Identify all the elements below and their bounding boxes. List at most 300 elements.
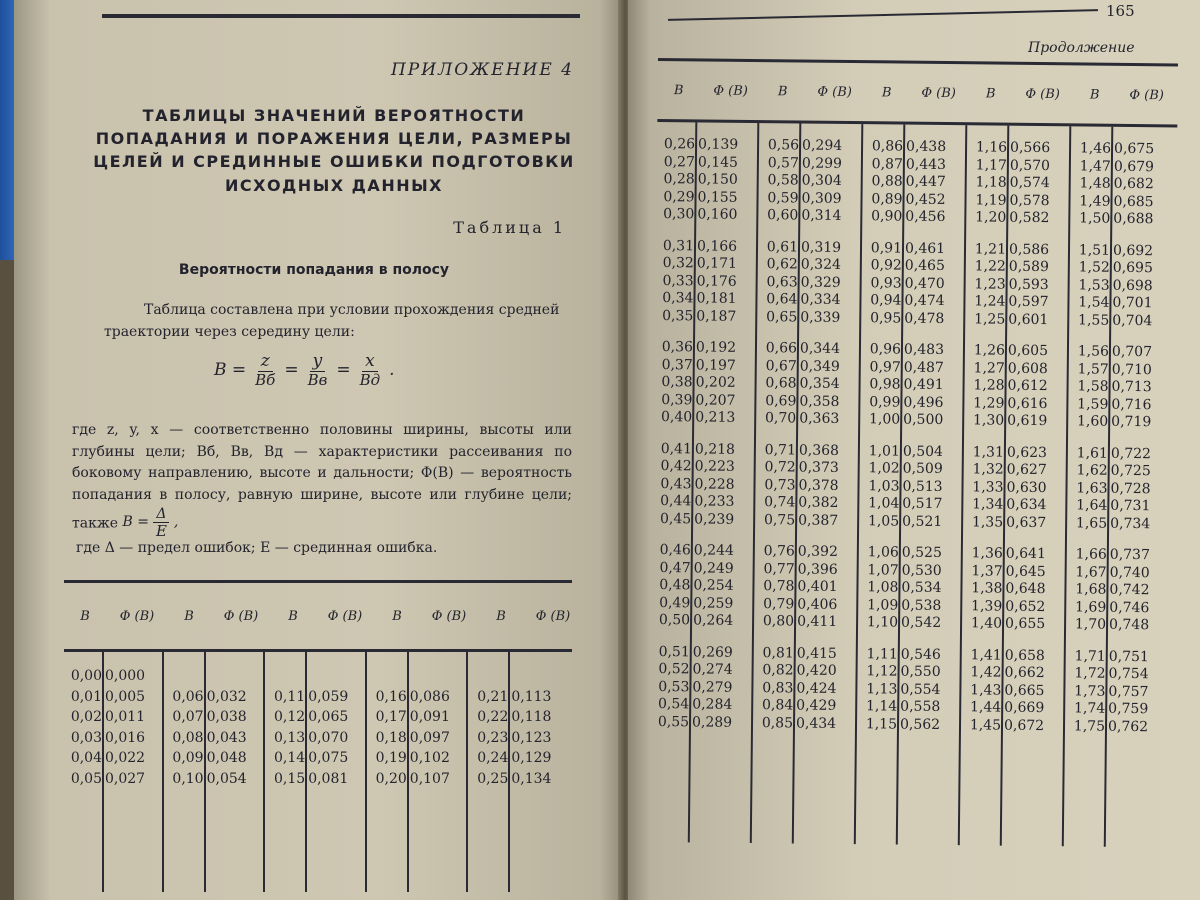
table-row — [860, 614, 964, 633]
table-row — [470, 769, 572, 790]
phi-value: 0,438 — [906, 138, 947, 156]
header-b: B — [1089, 87, 1100, 103]
b-value: 1,73 — [1074, 682, 1106, 700]
b-value: 0,62 — [766, 256, 798, 273]
phi-value: 0,748 — [1109, 616, 1150, 634]
phi-value: 0,491 — [903, 376, 944, 394]
table-row — [865, 156, 969, 175]
table-row — [166, 707, 268, 728]
row-group — [859, 646, 964, 735]
phi-value: 0,192 — [695, 339, 737, 356]
row-group — [863, 240, 968, 329]
b-value: 1,65 — [1075, 514, 1108, 532]
phi-value: 0,011 — [105, 709, 146, 725]
table-row — [64, 687, 166, 708]
phi-value: 0,605 — [1007, 342, 1049, 360]
phi-value: 0,339 — [800, 309, 841, 326]
b-value: 1,63 — [1076, 479, 1108, 497]
table-row — [651, 713, 755, 732]
phi-value: 0,354 — [799, 375, 840, 392]
row-group — [1072, 140, 1177, 229]
column-divider — [365, 652, 367, 892]
b-value: 0,05 — [70, 770, 102, 787]
row-group — [759, 239, 864, 328]
explanation-last-line: где Δ — предел ошибок; E — срединная ошибка. — [76, 540, 438, 556]
b-value: 1,25 — [974, 310, 1006, 328]
b-value: 1,58 — [1077, 378, 1109, 395]
phi-value — [204, 666, 267, 687]
b-value: 0,72 — [764, 459, 796, 476]
fraction-delta-e — [153, 507, 170, 540]
explanation-text: где z, y, x — соответственно половины ширины, высоты или глубины цели; Bб, Bв, Bд — характеристики рассеивания по боковому направлению, высоте и дальности; Φ(B) — вероятность попадания в полосу, равную ширине, высоте или глубине цели; также — [72, 422, 572, 532]
table-row — [968, 241, 1072, 260]
table-row — [652, 661, 756, 680]
table-row — [755, 697, 859, 716]
phi-value: 0,452 — [905, 191, 946, 208]
table-row — [1071, 312, 1175, 331]
table-row — [968, 258, 1072, 277]
table-row — [267, 666, 369, 687]
phi-value: 0,349 — [799, 358, 840, 375]
header-phi: Φ (B) — [921, 85, 956, 101]
phi-value: 0,517 — [902, 495, 943, 513]
fraction-numerator: Δ — [153, 507, 169, 523]
table-row — [861, 513, 965, 532]
b-value: 0,18 — [375, 729, 407, 746]
phi-value: 0,504 — [902, 443, 944, 460]
table-row — [859, 698, 963, 717]
table-row — [757, 561, 861, 580]
row-group — [755, 645, 860, 734]
phi-value: 0,113 — [511, 688, 552, 705]
column-divider — [407, 652, 409, 892]
b-value: 0,54 — [657, 696, 690, 713]
phi-value: 0,319 — [800, 239, 842, 256]
table-row — [965, 496, 1069, 515]
b-value: 0,42 — [660, 458, 692, 475]
phi-value: 0,334 — [800, 291, 841, 308]
b-value: 1,55 — [1078, 311, 1110, 329]
phi-value: 0,207 — [695, 391, 736, 409]
table-row — [653, 559, 757, 578]
b-value: 0,49 — [659, 594, 691, 611]
b-value: 1,44 — [969, 699, 1002, 716]
phi-value: 0,443 — [905, 156, 947, 173]
table-row — [654, 458, 758, 477]
phi-value: 0,373 — [798, 459, 839, 476]
b-value: 1,70 — [1074, 616, 1107, 633]
b-value: 0,89 — [871, 190, 903, 208]
table-subheading: Вероятности попадания в полосу — [178, 262, 450, 278]
b-value: 1,01 — [868, 442, 900, 460]
row-group — [861, 443, 966, 532]
table-row — [267, 769, 369, 790]
b-value: 1,46 — [1079, 140, 1112, 157]
header-b: B — [184, 608, 194, 624]
row-group — [966, 342, 1071, 431]
phi-value: 0,434 — [795, 714, 837, 732]
b-value: 0,07 — [172, 709, 204, 725]
header-b: B — [777, 83, 788, 99]
phi-value: 0,478 — [904, 310, 945, 327]
table-row — [1067, 665, 1171, 684]
b-value: 1,33 — [972, 478, 1004, 496]
b-value: 0,66 — [765, 340, 798, 357]
column-divider — [102, 652, 104, 892]
probability-table-continued — [650, 58, 1178, 847]
phi-value: 0,634 — [1006, 496, 1047, 514]
phi-value: 0,728 — [1110, 480, 1151, 497]
table-row — [652, 594, 756, 613]
header-phi: Φ (B) — [119, 608, 155, 624]
table-row — [759, 375, 863, 394]
phi-value: 0,075 — [308, 750, 349, 766]
table-row — [862, 460, 966, 479]
phi-value: 0,698 — [1112, 277, 1153, 294]
b-value: 1,68 — [1075, 581, 1107, 598]
b-value: 0,46 — [659, 542, 691, 559]
header-phi: Φ (B) — [223, 608, 259, 624]
table-row — [369, 769, 471, 790]
table-row — [758, 459, 862, 478]
b-value: 0,28 — [663, 171, 695, 188]
phi-value: 0,456 — [905, 208, 946, 226]
b-value: 1,69 — [1075, 598, 1107, 616]
table-header — [657, 61, 1178, 124]
fraction-numerator: y — [310, 352, 326, 372]
table-row — [1073, 158, 1177, 177]
phi-value: 0,716 — [1111, 396, 1152, 413]
b-value: 0,04 — [70, 750, 102, 766]
b-value: 1,35 — [971, 513, 1004, 531]
phi-value: 0,299 — [801, 155, 843, 172]
table-row — [1068, 648, 1172, 667]
table-row — [864, 275, 968, 294]
row-group — [1067, 648, 1172, 737]
phi-value: 0,202 — [695, 374, 736, 391]
table-column — [962, 125, 1074, 846]
b-value: 0,24 — [477, 750, 509, 766]
phi-value: 0,751 — [1108, 648, 1149, 665]
phi-value: 0,662 — [1004, 664, 1045, 682]
phi-value: 0,542 — [901, 614, 942, 631]
equals-sign: = — [284, 360, 299, 381]
phi-value: 0,645 — [1005, 563, 1046, 580]
table-row — [863, 310, 967, 329]
table-row — [860, 646, 964, 665]
b-value: 1,50 — [1079, 210, 1111, 227]
header-pair — [866, 85, 970, 101]
header-phi: Φ (B) — [431, 608, 467, 624]
phi-value: 0,538 — [901, 597, 942, 614]
b-value: 0,52 — [658, 661, 690, 678]
phi-value: 0,737 — [1109, 546, 1150, 564]
phi-value: 0,470 — [904, 275, 945, 292]
formula-lhs: B = — [122, 514, 149, 531]
b-value: 0,83 — [762, 679, 794, 696]
column-divider — [466, 652, 468, 892]
b-value: 0,94 — [870, 292, 902, 309]
table-row — [1072, 193, 1176, 212]
row-group — [963, 647, 1068, 736]
b-value: 0,39 — [661, 391, 693, 408]
table-row — [654, 391, 758, 410]
row-group — [758, 340, 863, 429]
phi-value: 0,692 — [1112, 242, 1154, 259]
table-row — [969, 174, 1073, 193]
b-value: 0,37 — [661, 356, 693, 373]
phi-value: 0,160 — [697, 206, 738, 223]
phi-value: 0,623 — [1006, 444, 1048, 461]
phi-value: 0,641 — [1005, 545, 1047, 563]
phi-value: 0,754 — [1108, 665, 1149, 683]
phi-value: 0,509 — [902, 460, 943, 478]
table-row — [968, 276, 1072, 295]
table-row — [964, 580, 1068, 599]
phi-value: 0,420 — [796, 662, 837, 679]
table-row — [859, 716, 963, 735]
phi-value: 0,500 — [903, 411, 944, 429]
phi-value: 0,461 — [904, 240, 946, 257]
table-column — [64, 652, 166, 892]
top-rule — [102, 14, 580, 18]
table-row — [655, 374, 759, 393]
b-value: 0,35 — [662, 307, 694, 324]
row-group — [653, 440, 758, 529]
b-value: 1,02 — [868, 460, 900, 477]
b-value — [369, 666, 407, 687]
b-value: 1,19 — [975, 191, 1007, 209]
table-row — [1071, 343, 1175, 362]
b-value: 0,11 — [274, 688, 306, 705]
table-row — [1068, 616, 1172, 635]
header-phi: Φ (B) — [817, 84, 852, 100]
phi-value: 0,086 — [409, 688, 450, 705]
phi-value: 0,546 — [900, 646, 941, 663]
phi-value: 0,284 — [692, 696, 733, 713]
table-row — [653, 475, 757, 494]
table-row — [967, 360, 1071, 379]
phi-value: 0,239 — [694, 510, 735, 528]
b-value: 1,41 — [970, 646, 1002, 664]
b-value: 0,57 — [767, 154, 799, 171]
intro-paragraph: Таблица составлена при условии прохождения средней траектории через середину цели: — [104, 302, 560, 340]
b-value: 0,16 — [375, 688, 407, 705]
b-value: 0,65 — [766, 308, 798, 325]
phi-value: 0,688 — [1113, 210, 1154, 228]
phi-value: 0,344 — [799, 340, 841, 357]
phi-value: 0,294 — [802, 137, 843, 154]
row-group — [760, 137, 865, 226]
phi-value: 0,734 — [1110, 515, 1151, 532]
table-row — [757, 543, 861, 562]
row-group — [864, 138, 969, 227]
phi-value: 0,139 — [698, 136, 739, 153]
table-row — [166, 728, 268, 749]
b-value: 0,06 — [172, 688, 204, 705]
table-row — [64, 748, 166, 769]
table-column — [650, 122, 762, 843]
phi-value: 0,474 — [904, 292, 945, 310]
table-row — [1070, 462, 1174, 481]
table-row — [369, 728, 471, 749]
b-value: 0,31 — [662, 237, 695, 254]
b-value: 0,41 — [660, 440, 692, 457]
phi-value: 0,762 — [1107, 718, 1149, 735]
heading-line: ЦЕЛЕЙ И СРЕДИННЫЕ ОШИБКИ ПОДГОТОВКИ — [93, 152, 575, 172]
phi-value: 0,406 — [797, 595, 838, 613]
table-row — [1067, 718, 1171, 737]
b-value: 1,15 — [865, 715, 898, 733]
table-row — [864, 208, 968, 227]
phi-value: 0,608 — [1007, 360, 1048, 377]
b-value: 0,63 — [766, 273, 798, 290]
header-pair — [168, 609, 272, 624]
phi-value: 0,710 — [1111, 361, 1152, 378]
phi-value: 0,048 — [206, 750, 247, 766]
right-page — [628, 0, 1200, 900]
table-row — [755, 715, 859, 734]
table-row — [965, 479, 1069, 498]
b-value: 0,60 — [767, 207, 799, 224]
table-row — [267, 707, 369, 728]
row-group — [1068, 546, 1173, 635]
table-row — [166, 687, 268, 708]
phi-value: 0,496 — [903, 394, 944, 411]
table-row — [761, 155, 865, 174]
b-value — [470, 666, 508, 687]
b-value: 0,29 — [663, 188, 695, 205]
table-row — [166, 666, 268, 687]
phi-value: 0,521 — [902, 513, 943, 530]
b-value: 1,42 — [970, 664, 1002, 681]
b-value: 1,13 — [866, 680, 898, 698]
table-row — [1069, 515, 1173, 534]
main-formula — [214, 352, 395, 388]
table-row — [860, 597, 964, 616]
fraction-numerator: z — [258, 352, 273, 372]
b-value: 1,39 — [971, 597, 1003, 615]
table-row — [656, 206, 760, 225]
phi-value: 0,652 — [1005, 598, 1046, 615]
table-row — [470, 687, 572, 708]
phi-value: 0,740 — [1109, 564, 1150, 581]
table-row — [863, 341, 967, 360]
phi-value: 0,612 — [1007, 377, 1048, 395]
b-value: 0,15 — [274, 770, 306, 787]
b-value: 0,90 — [871, 208, 903, 225]
b-value: 0,78 — [763, 578, 795, 595]
table-row — [760, 190, 864, 209]
table-row — [865, 138, 969, 157]
b-value: 0,59 — [767, 189, 799, 206]
table-row — [267, 687, 369, 708]
table-row — [652, 577, 756, 596]
row-group — [655, 237, 760, 326]
table-row — [755, 680, 859, 699]
phi-value: 0,424 — [796, 679, 837, 697]
table-row — [1072, 277, 1176, 296]
table-row — [655, 290, 759, 309]
phi-value: 0,574 — [1009, 174, 1050, 192]
table-row — [865, 173, 969, 192]
phi-value: 0,562 — [899, 716, 941, 733]
table-row — [657, 136, 761, 155]
b-value: 0,17 — [375, 709, 407, 725]
table-row — [656, 255, 760, 274]
table-column — [166, 652, 268, 892]
b-value: 1,56 — [1077, 343, 1110, 360]
table-row — [1070, 396, 1174, 415]
b-value: 0,00 — [70, 668, 102, 684]
table-body — [650, 122, 1178, 847]
b-value: 0,50 — [658, 612, 691, 629]
phi-value: 0,363 — [799, 410, 840, 427]
b-value: 1,66 — [1075, 546, 1107, 563]
column-divider — [305, 652, 307, 892]
phi-value: 0,392 — [797, 543, 839, 560]
b-value: 0,02 — [70, 709, 102, 725]
b-value: 1,34 — [972, 496, 1004, 513]
phi-value: 0,134 — [511, 770, 552, 787]
table-row — [964, 647, 1068, 666]
table-row — [864, 240, 968, 259]
table-row — [862, 411, 966, 430]
fraction-denominator: Bв — [307, 370, 328, 389]
b-value: 0,45 — [659, 510, 692, 527]
phi-value: 0,005 — [105, 688, 146, 705]
phi-value: 0,483 — [903, 341, 945, 359]
table-row — [862, 376, 966, 395]
phi-value: 0,244 — [693, 542, 735, 559]
b-value: 1,48 — [1079, 175, 1111, 192]
table-row — [1067, 683, 1171, 702]
phi-value: 0,669 — [1004, 699, 1045, 717]
row-group — [651, 643, 756, 732]
table-row — [760, 274, 864, 293]
table-row — [1072, 259, 1176, 278]
row-group — [964, 545, 1069, 634]
table-row — [756, 645, 860, 664]
table-row — [1073, 140, 1177, 159]
table-row — [470, 707, 572, 728]
table-row — [964, 615, 1068, 634]
phi-value: 0,223 — [694, 458, 735, 475]
b-value: 0,47 — [659, 559, 691, 576]
b-value: 0,73 — [764, 476, 796, 493]
table-row — [966, 395, 1070, 414]
row-group — [1071, 242, 1176, 331]
phi-value: 0,118 — [511, 709, 552, 725]
page-number: 165 — [1106, 2, 1135, 20]
phi-value: 0,289 — [691, 713, 733, 731]
phi-value: 0,022 — [105, 750, 146, 766]
header-pair — [272, 609, 376, 624]
phi-value: 0,091 — [409, 709, 450, 725]
row-group — [654, 339, 759, 428]
b-value: 1,08 — [867, 579, 899, 596]
b-value: 1,47 — [1079, 157, 1111, 175]
phi-value: 0,658 — [1004, 647, 1045, 664]
row-group — [967, 241, 1072, 330]
b-value: 1,62 — [1076, 462, 1108, 479]
phi-value: 0,358 — [799, 393, 840, 410]
phi-value: 0,304 — [801, 172, 842, 189]
b-value: 0,97 — [869, 358, 901, 376]
header-b: B — [985, 85, 996, 102]
phi-value: 0,065 — [308, 709, 349, 725]
table-row — [653, 493, 757, 512]
